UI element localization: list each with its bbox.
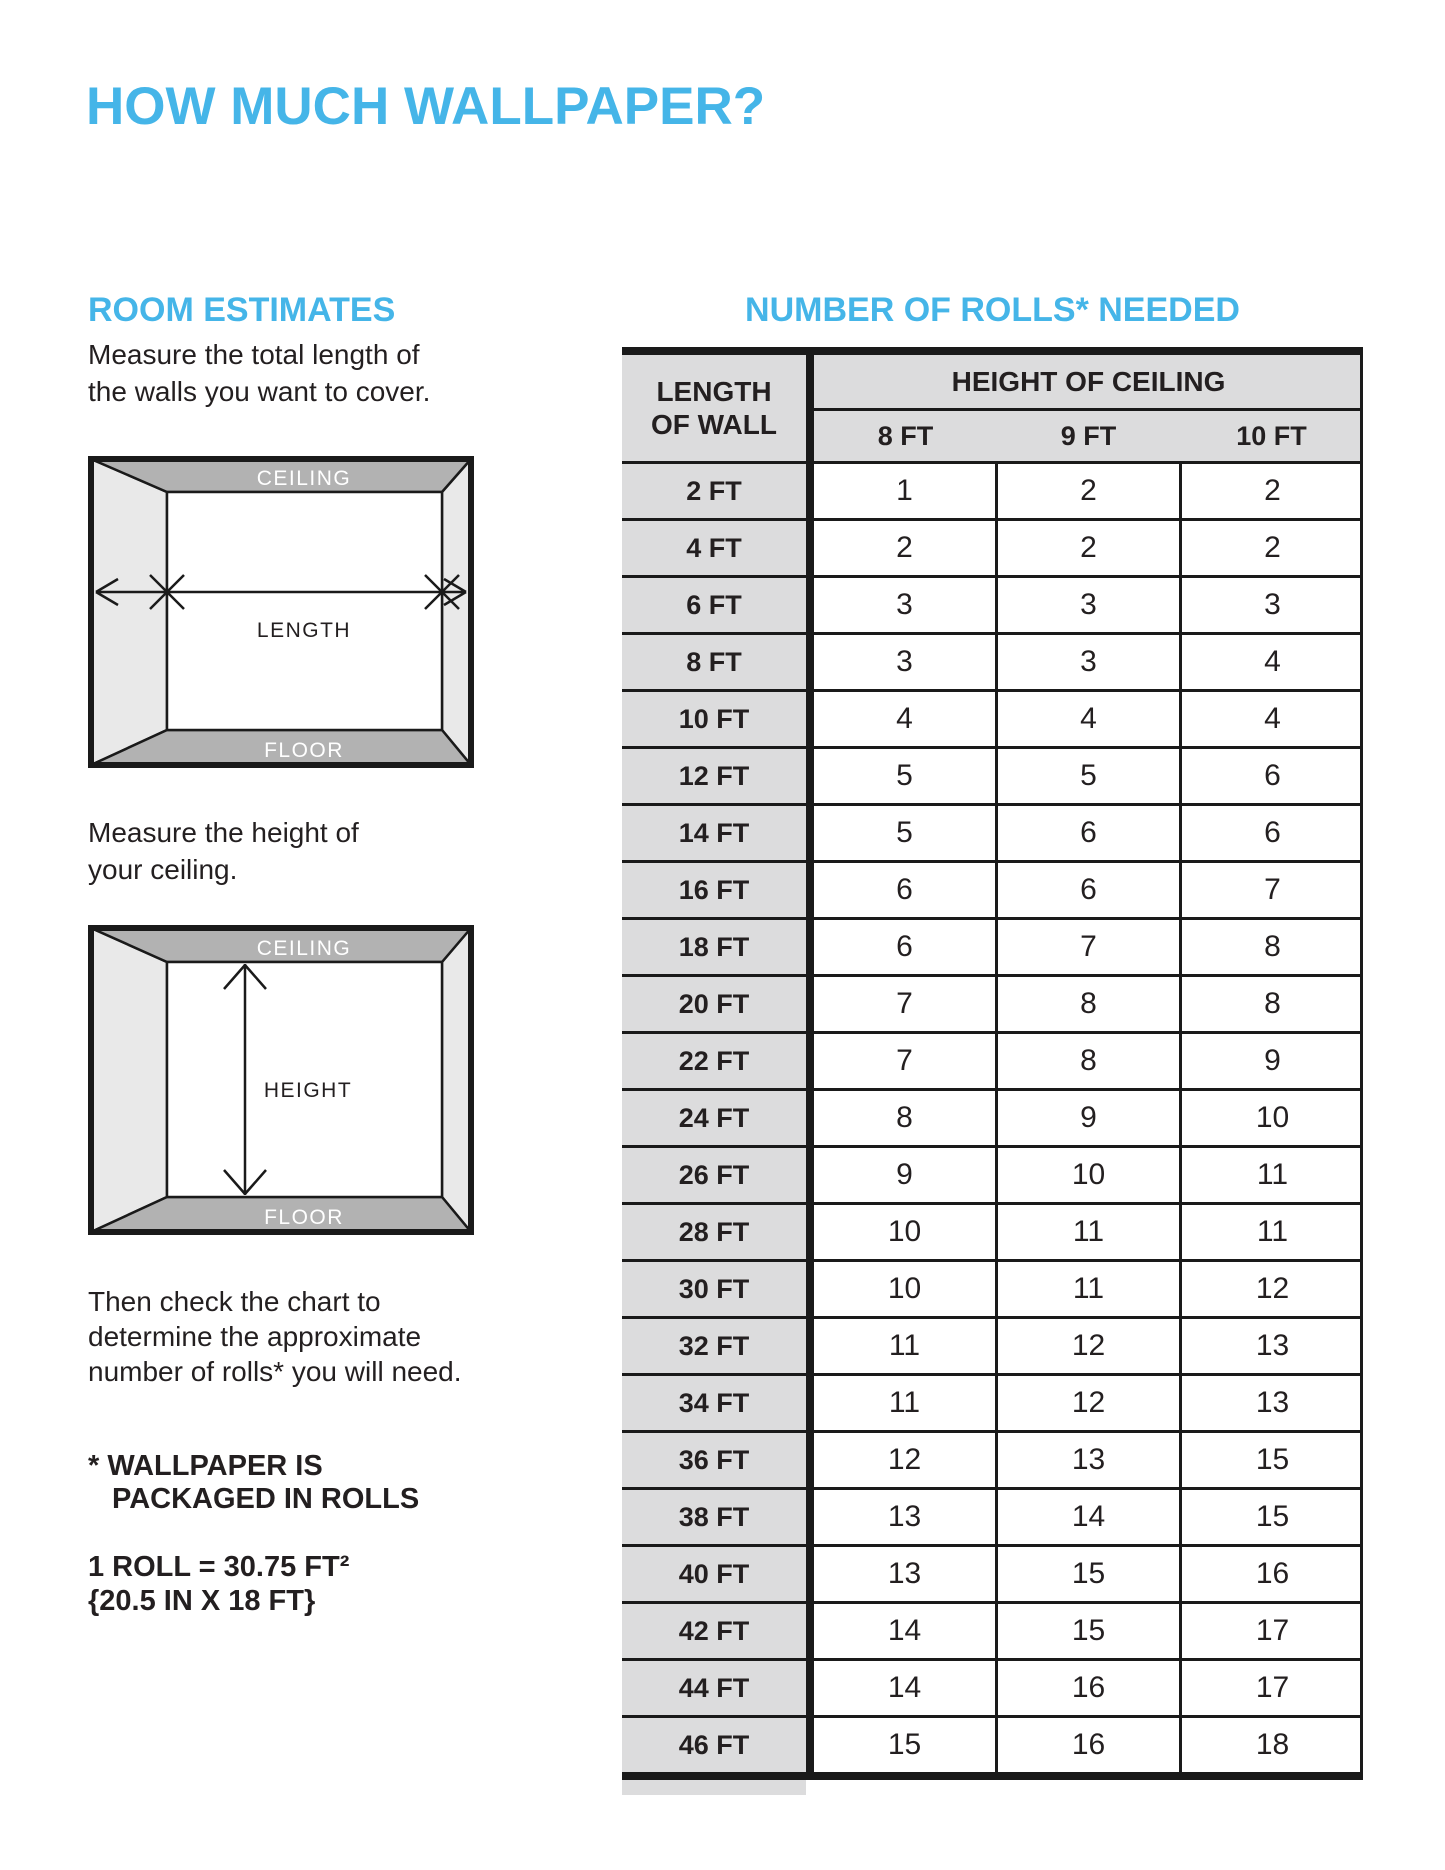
floor-label: FLOOR [264,739,344,762]
table-row [622,1601,1363,1658]
roll-count-cell: 8 [1179,920,1363,974]
roll-count-cell: 15 [995,1604,1179,1658]
table-row [622,632,1363,689]
roll-count-cell: 15 [1179,1433,1363,1487]
row-length-label: 4 FT [622,521,806,575]
table-row [622,575,1363,632]
table-row [622,1316,1363,1373]
row-length-label: 2 FT [622,464,806,518]
header-line: LENGTH [656,376,772,407]
measure-height-paragraph [88,814,359,888]
table-row [622,1658,1363,1715]
table-row [622,974,1363,1031]
check-chart-paragraph [88,1284,462,1389]
roll-count-cell: 8 [814,1091,995,1145]
roll-count-cell: 6 [995,806,1179,860]
ceiling-height-column-header: 10 FT [1236,420,1307,451]
room-diagram-height [88,925,474,1235]
roll-count-cell: 6 [995,863,1179,917]
header-line: OF WALL [651,409,777,440]
roll-count-cell: 10 [995,1148,1179,1202]
row-length-label: 36 FT [622,1433,806,1487]
ceiling-header-group [814,355,1363,461]
footnote-line: PACKAGED IN ROLLS [112,1483,420,1515]
rolls-table [622,347,1363,1795]
roll-count-cell: 4 [814,692,995,746]
roll-count-cell: 4 [1179,635,1363,689]
roll-count-cell: 11 [1179,1205,1363,1259]
back-wall-face [167,492,442,730]
roll-count-cell: 6 [814,863,995,917]
roll-count-cell: 11 [995,1262,1179,1316]
roll-count-cell: 7 [814,1034,995,1088]
roll-count-cell: 15 [814,1718,995,1772]
ceiling-heights-row [814,411,1363,461]
wallpaper-rolls-footnote [88,1450,419,1516]
roll-count-cell: 3 [814,578,995,632]
row-length-label: 32 FT [622,1319,806,1373]
roll-count-cell: 14 [814,1661,995,1715]
roll-count-cell: 13 [814,1490,995,1544]
paragraph-line: Then check the chart to [88,1286,381,1317]
roll-count-cell: 2 [1179,521,1363,575]
paragraph-line: determine the approximate [88,1321,422,1352]
ceiling-height-column-header: 8 FT [877,420,934,451]
roll-count-cell: 2 [1179,464,1363,518]
roll-count-cell: 16 [1179,1547,1363,1601]
paragraph-line: Measure the total length of [88,339,420,370]
roll-count-cell: 11 [814,1319,995,1373]
roll-count-cell: 17 [1179,1604,1363,1658]
roll-count-cell: 10 [814,1262,995,1316]
table-row [622,689,1363,746]
roll-count-cell: 9 [995,1091,1179,1145]
table-row [622,1145,1363,1202]
room-estimates-heading: ROOM ESTIMATES [88,291,396,329]
table-body [622,461,1363,1772]
page-title: HOW MUCH WALLPAPER? [86,77,766,136]
row-length-label: 24 FT [622,1091,806,1145]
row-length-label: 12 FT [622,749,806,803]
row-length-label: 8 FT [622,635,806,689]
left-wall-face [91,928,167,1232]
table-row [622,803,1363,860]
roll-count-cell: 18 [1179,1718,1363,1772]
table-gray-tab [622,1780,806,1795]
row-length-label: 30 FT [622,1262,806,1316]
roll-count-cell: 10 [814,1205,995,1259]
ceiling-label: CEILING [256,937,352,960]
roll-count-cell: 8 [995,1034,1179,1088]
measure-length-paragraph [88,336,430,410]
roll-count-cell: 13 [1179,1376,1363,1430]
roll-count-cell: 3 [995,578,1179,632]
roll-count-cell: 12 [995,1376,1179,1430]
table-header [622,355,1363,461]
roll-size-line: 1 ROLL = 30.75 FT² [88,1551,350,1583]
right-wall-face [442,928,471,1232]
length-label: LENGTH [256,619,352,642]
roll-count-cell: 12 [1179,1262,1363,1316]
roll-count-cell: 5 [814,749,995,803]
roll-count-cell: 5 [814,806,995,860]
roll-count-cell: 17 [1179,1661,1363,1715]
roll-count-cell: 8 [995,977,1179,1031]
roll-count-cell: 15 [1179,1490,1363,1544]
row-length-label: 6 FT [622,578,806,632]
roll-count-cell: 14 [995,1490,1179,1544]
roll-count-cell: 2 [995,521,1179,575]
table-row [622,1430,1363,1487]
roll-count-cell: 7 [995,920,1179,974]
roll-count-cell: 4 [995,692,1179,746]
row-length-label: 20 FT [622,977,806,1031]
left-wall-face [91,459,167,765]
floor-label: FLOOR [264,1206,344,1229]
roll-count-cell: 9 [814,1148,995,1202]
row-length-label: 46 FT [622,1718,806,1772]
table-row [622,518,1363,575]
row-length-label: 18 FT [622,920,806,974]
roll-count-cell: 12 [814,1433,995,1487]
ceiling-height-column-header: 9 FT [1060,420,1117,451]
row-length-label: 26 FT [622,1148,806,1202]
table-row [622,1487,1363,1544]
height-of-ceiling-header: HEIGHT OF CEILING [814,355,1363,411]
roll-size-info [88,1550,349,1618]
paragraph-line: the walls you want to cover. [88,376,431,407]
roll-count-cell: 13 [1179,1319,1363,1373]
roll-count-cell: 13 [995,1433,1179,1487]
table-row [622,746,1363,803]
rolls-needed-heading: NUMBER OF ROLLS* NEEDED [745,291,1240,329]
roll-count-cell: 9 [1179,1034,1363,1088]
roll-count-cell: 15 [995,1547,1179,1601]
height-label: HEIGHT [263,1079,353,1102]
roll-count-cell: 11 [814,1376,995,1430]
table-row [622,1715,1363,1772]
row-length-label: 44 FT [622,1661,806,1715]
roll-count-cell: 11 [1179,1148,1363,1202]
roll-count-cell: 7 [814,977,995,1031]
row-length-label: 14 FT [622,806,806,860]
roll-count-cell: 6 [1179,749,1363,803]
roll-count-cell: 16 [995,1718,1179,1772]
table-row [622,860,1363,917]
row-length-label: 10 FT [622,692,806,746]
row-length-label: 22 FT [622,1034,806,1088]
roll-count-cell: 11 [995,1205,1179,1259]
roll-count-cell: 3 [995,635,1179,689]
table-row [622,1259,1363,1316]
right-wall-face [442,459,471,765]
roll-count-cell: 4 [1179,692,1363,746]
roll-count-cell: 13 [814,1547,995,1601]
row-length-label: 40 FT [622,1547,806,1601]
room-diagram-length [88,456,474,768]
roll-count-cell: 14 [814,1604,995,1658]
roll-count-cell: 7 [1179,863,1363,917]
roll-count-cell: 2 [995,464,1179,518]
roll-count-cell: 2 [814,521,995,575]
roll-count-cell: 3 [1179,578,1363,632]
row-length-label: 34 FT [622,1376,806,1430]
table-top-border [622,347,1363,355]
roll-size-line: {20.5 IN X 18 FT} [88,1585,316,1617]
roll-count-cell: 6 [1179,806,1363,860]
table-row [622,1202,1363,1259]
roll-count-cell: 12 [995,1319,1179,1373]
roll-count-cell: 6 [814,920,995,974]
row-length-label: 16 FT [622,863,806,917]
paragraph-line: number of rolls* you will need. [88,1356,462,1387]
table-right-border [1360,355,1363,1780]
table-row [622,1544,1363,1601]
paragraph-line: your ceiling. [88,854,238,885]
roll-count-cell: 8 [1179,977,1363,1031]
roll-count-cell: 10 [1179,1091,1363,1145]
footnote-line: * WALLPAPER IS [88,1450,323,1482]
table-vertical-divider [806,355,814,1780]
table-row [622,917,1363,974]
length-of-wall-header [622,355,806,461]
roll-count-cell: 1 [814,464,995,518]
roll-count-cell: 5 [995,749,1179,803]
table-row [622,461,1363,518]
row-length-label: 38 FT [622,1490,806,1544]
ceiling-label: CEILING [256,467,352,490]
table-row [622,1088,1363,1145]
row-length-label: 42 FT [622,1604,806,1658]
paragraph-line: Measure the height of [88,817,359,848]
roll-count-cell: 3 [814,635,995,689]
roll-count-cell: 16 [995,1661,1179,1715]
table-row [622,1031,1363,1088]
row-length-label: 28 FT [622,1205,806,1259]
table-row [622,1373,1363,1430]
table-bottom-border [622,1772,1363,1780]
